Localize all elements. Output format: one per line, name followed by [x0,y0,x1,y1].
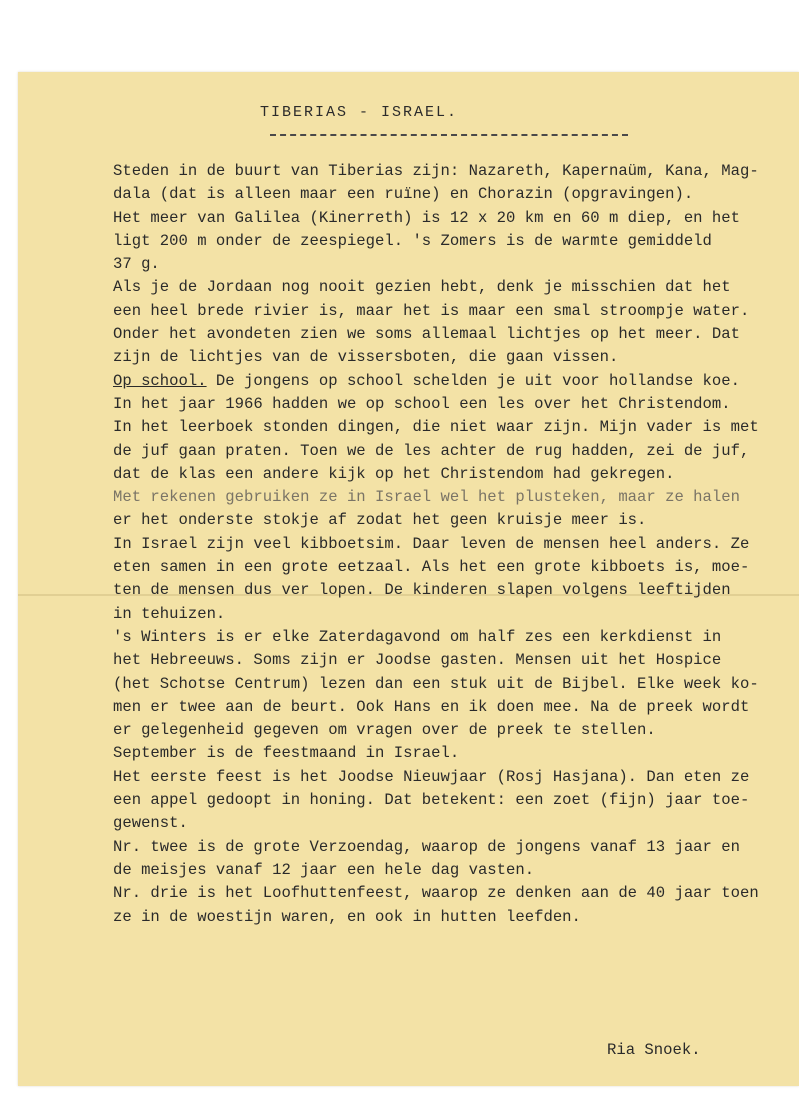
text-line: ze in de woestijn waren, en ook in hutten leefden. [113,907,581,926]
document-body [113,160,799,929]
text-line: ten de mensen dus ver lopen. De kinderen slapen volgens leeftijden [113,581,731,600]
text-line: Nr. twee is de grote Verzoendag, waarop de jongens vanaf 13 jaar en [113,837,740,856]
title-underline [270,134,628,136]
text-line: zijn de lichtjes van de vissersboten, die gaan vissen. [113,348,619,367]
section-heading: Op school. [113,371,207,390]
text-line: in tehuizen. [113,604,226,623]
text-line: September is de feestmaand in Israel. [113,744,460,763]
text-line-with-heading [113,370,799,393]
text-line: eten samen in een grote eetzaal. Als het een grote kibboets is, moe- [113,558,750,577]
text-line: Steden in de buurt van Tiberias zijn: Nazareth, Kapernaüm, Kana, Mag- [113,162,759,180]
text-line: men er twee aan de beurt. Ook Hans en ik doen mee. Na de preek wordt [113,697,750,716]
text-line: dala (dat is alleen maar een ruïne) en Chorazin (opgravingen). [113,185,694,204]
text-line: gewenst. [113,814,188,833]
text-line: ligt 200 m onder de zeespiegel. 's Zomers is de warmte gemiddeld [113,231,712,250]
text-line: het Hebreeuws. Soms zijn er Joodse gasten. Mensen uit het Hospice [113,651,722,670]
text-line: Onder het avondeten zien we soms allemaal lichtjes op het meer. Dat [113,325,740,344]
text-line: In het leerboek stonden dingen, die niet waar zijn. Mijn vader is met [113,418,759,437]
text-line: er gelegenheid gegeven om vragen over de preek te stellen. [113,721,656,740]
text-line: de juf gaan praten. Toen we de les achter de rug hadden, zei de juf, [113,441,750,460]
text-line: Nr. drie is het Loofhuttenfeest, waarop ze denken aan de 40 jaar toen [113,884,759,903]
text-line: 's Winters is er elke Zaterdagavond om half zes een kerkdienst in [113,627,722,646]
text-line: er het onderste stokje af zodat het geen kruisje meer is. [113,511,647,530]
text-line: een appel gedoopt in honing. Dat betekent: een zoet (fijn) jaar toe- [113,791,750,810]
document-title: TIBERIAS - ISRAEL. [260,104,459,121]
text-line: Het meer van Galilea (Kinerreth) is 12 x 20 km en 60 m diep, en het [113,208,740,227]
text-line: dat de klas een andere kijk op het Christendom had gekregen. [113,464,675,483]
text-line: 37 g. [113,255,160,274]
text-line: Het eerste feest is het Joodse Nieuwjaar (Rosj Hasjana). Dan eten ze [113,767,750,786]
heading-rest: De jongens op school schelden je uit voor hollandse koe. [206,371,740,390]
text-line: de meisjes vanaf 12 jaar een hele dag vasten. [113,860,535,879]
text-line: In Israel zijn veel kibboetsim. Daar leven de mensen heel anders. Ze [113,534,750,553]
text-line-faded: Met rekenen gebruiken ze in Israel wel het plusteken, maar ze halen [113,488,740,507]
text-line: (het Schotse Centrum) lezen dan een stuk uit de Bijbel. Elke week ko- [113,674,759,693]
text-line: een heel brede rivier is, maar het is maar een smal stroompje water. [113,301,750,320]
signature: Ria Snoek. [607,1041,701,1059]
text-line: Als je de Jordaan nog nooit gezien hebt, denk je misschien dat het [113,278,731,297]
text-line: In het jaar 1966 hadden we op school een les over het Christendom. [113,394,731,413]
